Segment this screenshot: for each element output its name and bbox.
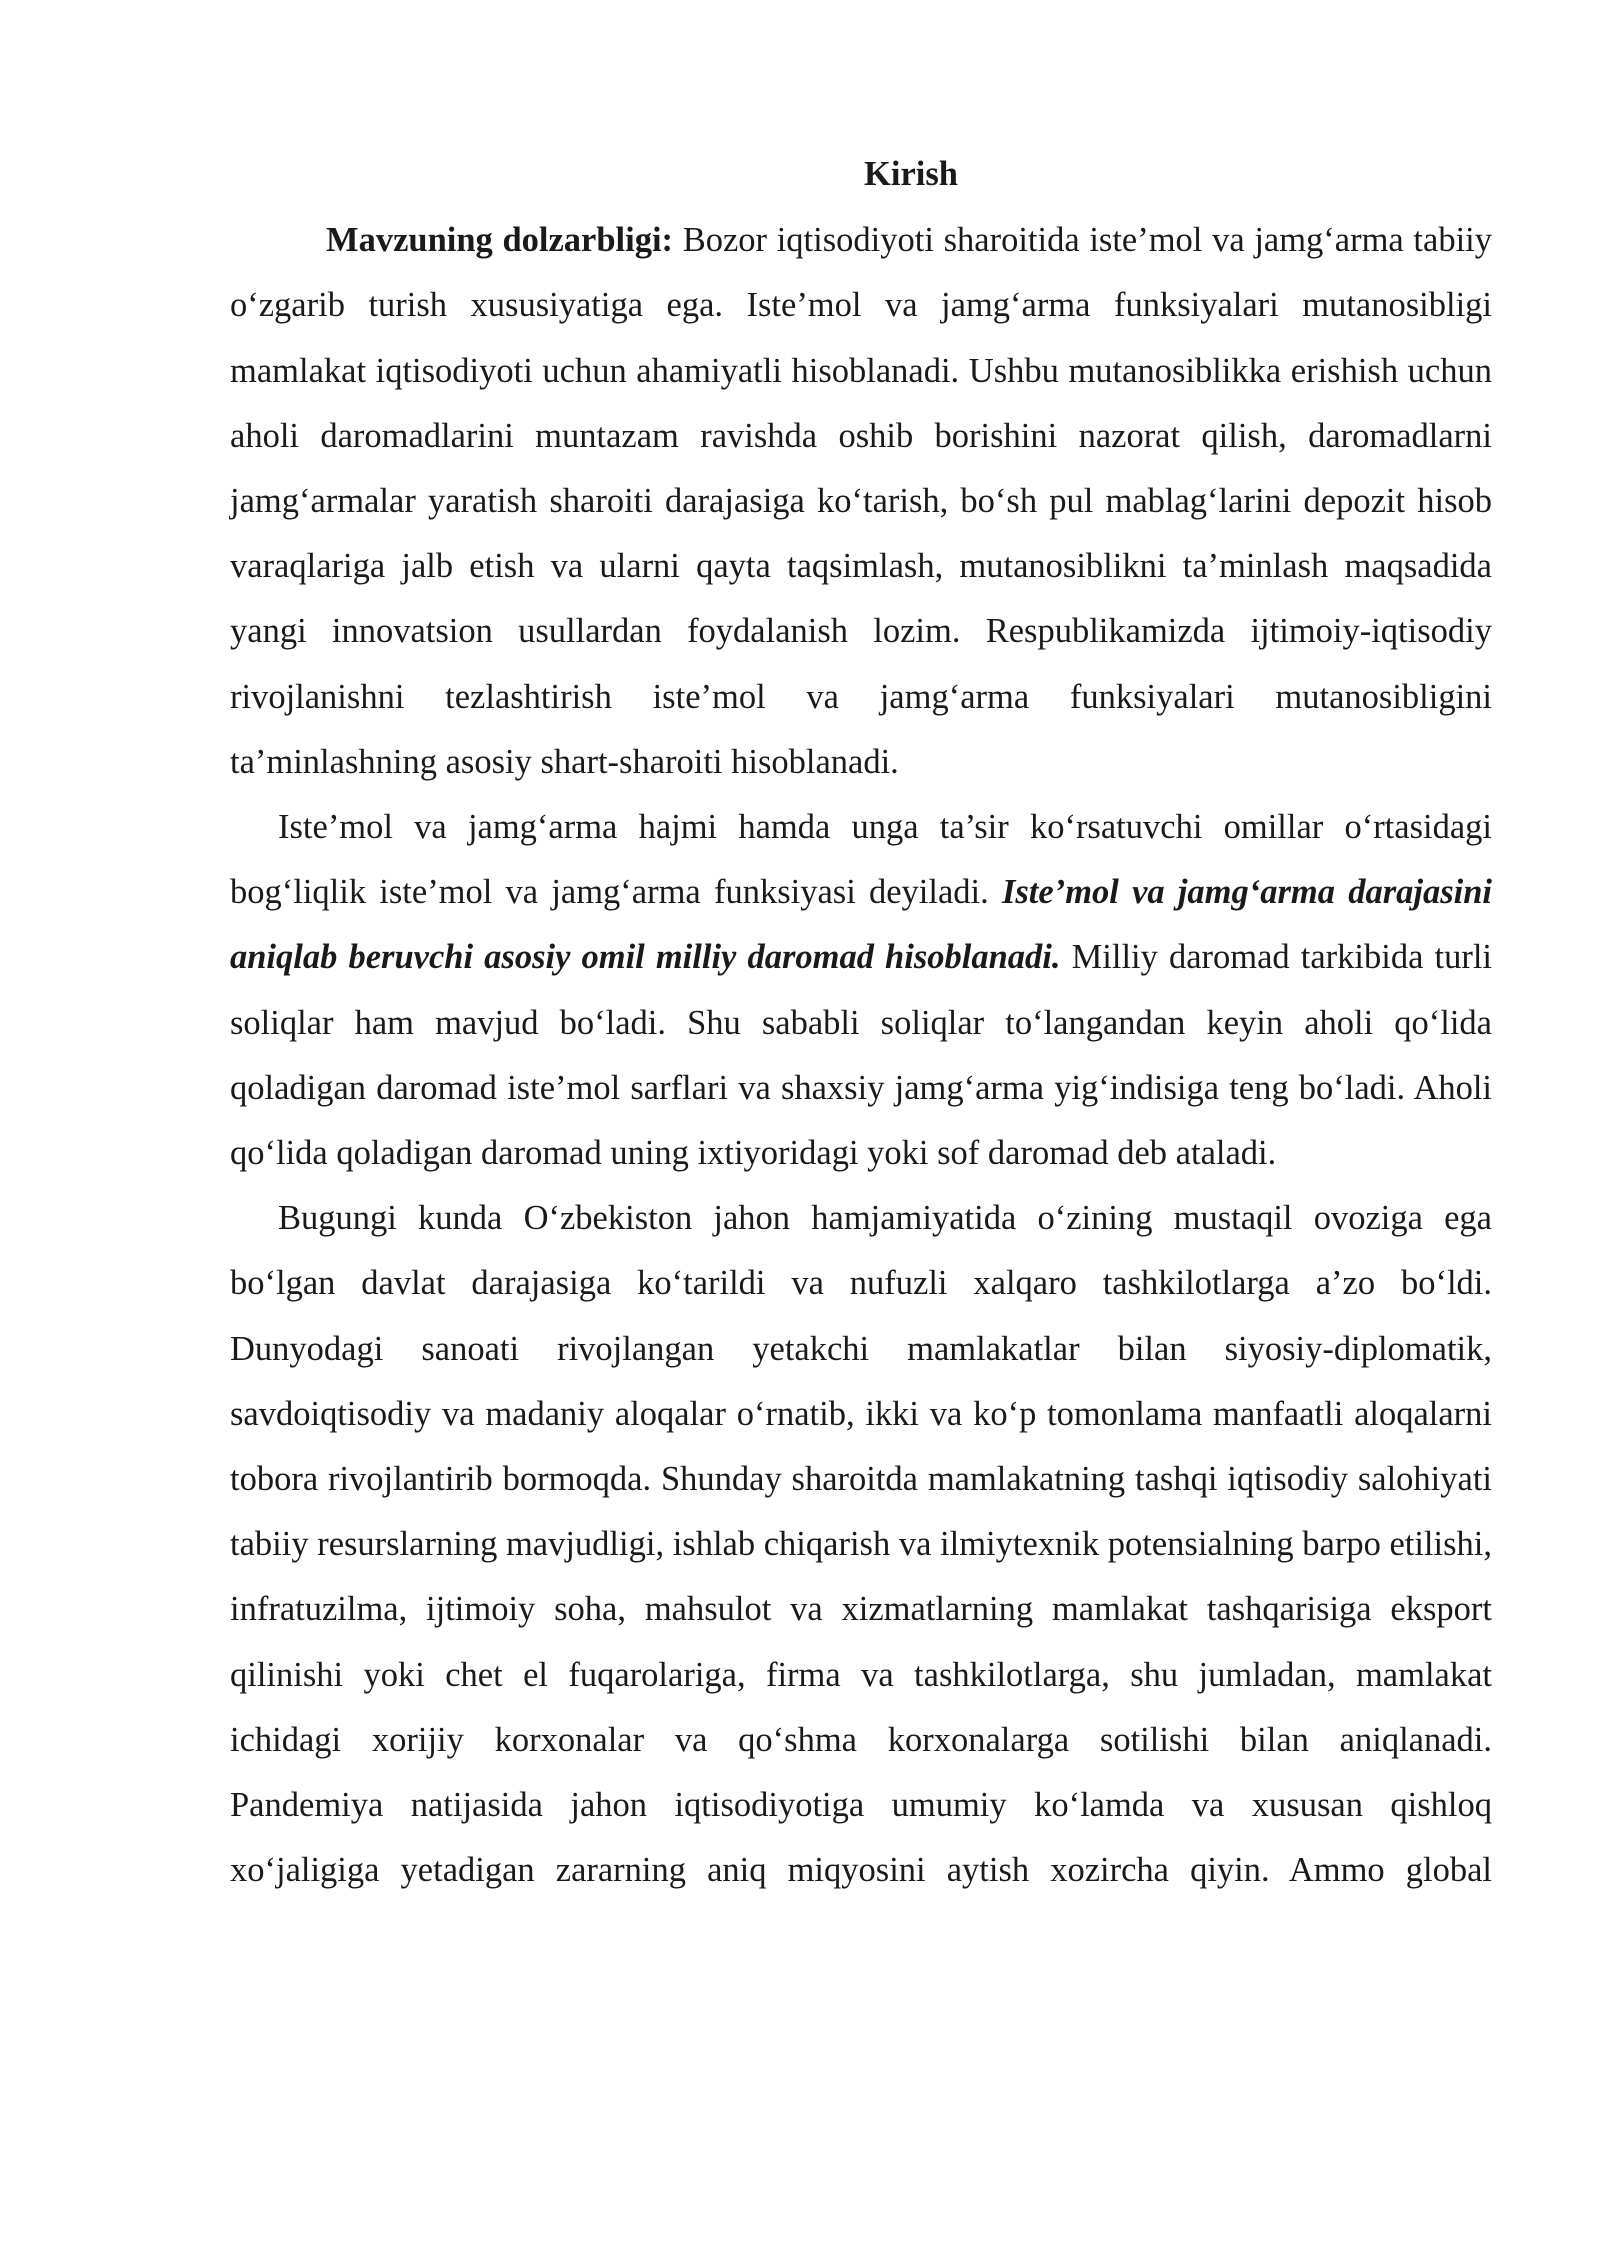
page-title: Kirish bbox=[864, 155, 958, 193]
paragraph-text: Iste’mol va jamg‘arma hajmi hamda unga ta’sir ko‘rsatuvchi omillar o‘rtasidagi bog‘liqlik iste’mol va jamg‘arma funksiyasi deyiladi. bbox=[230, 808, 1492, 912]
paragraph-lead-heading: Mavzuning dolzarbligi: bbox=[326, 221, 674, 260]
paragraph-relevance bbox=[230, 208, 1492, 795]
paragraph-uzbekistan-economy: Bugungi kunda O‘zbekiston jahon hamjamiyatida o‘zining mustaqil ovoziga ega bo‘lgan davlat darajasiga ko‘tarildi va nufuzli xalqaro tashkilotlarga a’zo bo‘ldi. Dunyodagi sanoati rivojlangan yetakchi mamlakatlar bilan siyosiy-diplomatik, savdoiqtisodiy va madaniy aloqalar o‘rnatib, ikki va ko‘p tomonlama manfaatli aloqalarni tobora rivojlantirib bormoqda. Shunday sharoitda mamlakatning tashqi iqtisodiy salohiyati tabiiy resurslarning mavjudligi, ishlab chiqarish va ilmiytexnik potensialning barpo etilishi, infratuzilma, ijtimoiy soha, mahsulot va xizmatlarning mamlakat tashqarisiga eksport qilinishi yoki chet el fuqarolariga, firma va tashkilotlarga, shu jumladan, mamlakat ichidagi xorijiy korxonalar va qo‘shma korxonalarga sotilishi bilan aniqlanadi. bbox=[230, 1199, 1492, 1759]
paragraph-pandemic: Pandemiya natijasida jahon iqtisodiyotiga umumiy ko‘lamda va xususan qishloq xo‘jaligiga yetadigan zararning aniq miqyosini aytish xozircha qiyin. Ammo global bbox=[230, 1786, 1492, 1890]
paragraph-consumption-function bbox=[230, 795, 1492, 1186]
paragraph-text: Bozor iqtisodiyoti sharoitida iste’mol va jamg‘arma tabiiy o‘zgarib turish xususiyatiga ega. Iste’mol va jamg‘arma funksiyalari mutanosibligi mamlakat iqtisodiyoti uchun ahamiyatli hisoblanadi. Ushbu mutanosiblikka erishish uchun aholi daromadlarini muntazam ravishda oshib borishini nazorat qilish, daromadlarni jamg‘armalar yaratish sharoiti darajasiga ko‘tarish, bo‘sh pul mablag‘larini depozit hisob varaqlariga jalb etish va ularni qayta taqsimlash, mutanosiblikni ta’minlash maqsadida yangi innovatsion usullardan foydalanish lozim. Respublikamizda ijtimoiy-iqtisodiy rivojlanishni tezlashtirish iste’mol va jamg‘arma funksiyalari mutanosibligini ta’minlashning asosiy shart-sharoiti hisoblanadi. bbox=[230, 221, 1492, 781]
paragraph-text: Milliy daromad tarkibida turli soliqlar ham mavjud bo‘ladi. Shu sababli soliqlar to‘langandan keyin aholi qo‘lida qoladigan daromad iste’mol sarflari va shaxsiy jamg‘arma yig‘indisiga teng bo‘ladi. Aholi qo‘lida qoladigan daromad uning ixtiyoridagi yoki sof daromad deb ataladi. bbox=[230, 938, 1492, 1173]
emphasized-statement: Iste’mol va jamg‘arma darajasini aniqlab beruvchi asosiy omil milliy daromad hisoblanadi. bbox=[230, 873, 1493, 977]
document-body bbox=[230, 142, 1492, 1903]
